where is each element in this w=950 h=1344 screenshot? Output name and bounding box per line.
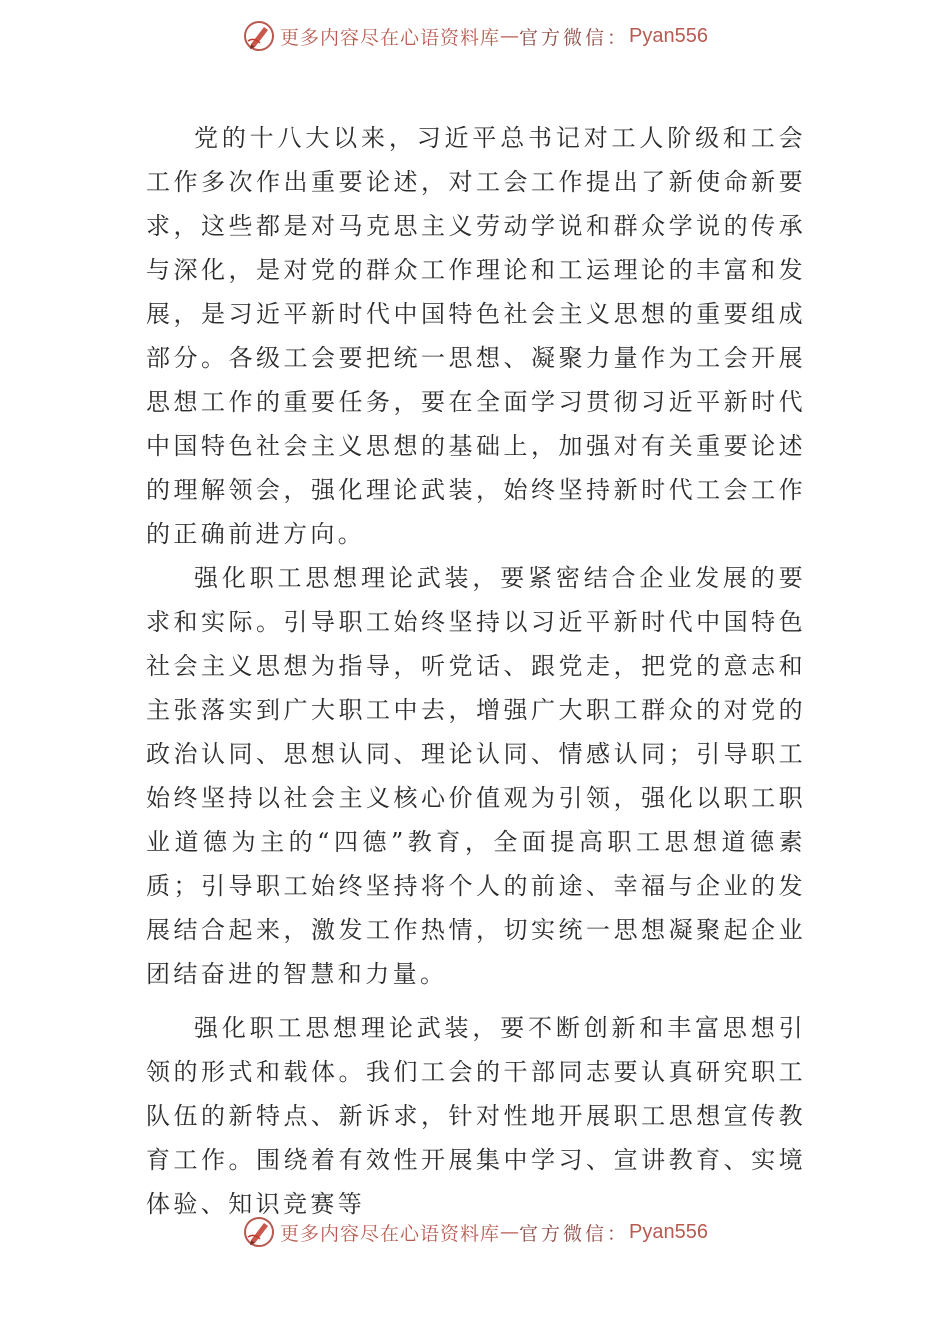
banner-wechat-id: Pyan556 [629, 1220, 708, 1243]
paragraph-2: 强化职工思想理论武装，要紧密结合企业发展的要求和实际。引导职工始终坚持以习近平新时代中国特色社会主义思想为指导，听党话、跟党走，把党的意志和主张落实到广大职工中去，增强广大职工群众的对党的政治认同、思想认同、理论认同、情感认同；引导职工始终坚持以社会主义核心价值观为引领，强化以职工职业道德为主的“四德”教育，全面提高职工思想道德素质；引导职工始终坚持将个人的前途、幸福与企业的发展结合起来，激发工作热情，切实统一思想凝聚起企业团结奋进的智慧和力量。 [146, 564, 806, 988]
banner-wechat-label: 官方微信： [519, 26, 630, 49]
banner-wechat-label: 官方微信： [519, 1222, 630, 1245]
banner-slogan: 更多内容尽在心语资料库 [280, 1222, 501, 1245]
header-banner [0, 14, 950, 58]
paragraph-3: 强化职工思想理论武装，要不断创新和丰富思想引领的形式和载体。我们工会的干部同志要认真研究职工队伍的新特点、新诉求，针对性地开展职工思想宣传教育工作。围绕着有效性开展集中学习、宣讲教育、实境体验、知识竞赛等 [146, 1014, 806, 1218]
document-body [146, 116, 806, 1226]
pen-logo-icon [242, 19, 276, 53]
paragraph-1: 党的十八大以来，习近平总书记对工人阶级和工会工作多次作出重要论述，对工会工作提出了新使命新要求，这些都是对马克思主义劳动学说和群众学说的传承与深化，是对党的群众工作理论和工运理论的丰富和发展，是习近平新时代中国特色社会主义思想的重要组成部分。各级工会要把统一思想、凝聚力量作为工会开展思想工作的重要任务，要在全面学习贯彻习近平新时代中国特色社会主义思想的基础上，加强对有关重要论述的理解领会，强化理论武装，始终坚持新时代工会工作的正确前进方向。 [146, 124, 806, 548]
pen-logo-icon [242, 1215, 276, 1249]
banner-wechat-id: Pyan556 [629, 24, 708, 47]
banner-slogan: 更多内容尽在心语资料库 [280, 26, 501, 49]
banner-dash: — [500, 25, 520, 47]
footer-banner [0, 1210, 950, 1254]
banner-dash: — [500, 1221, 520, 1243]
